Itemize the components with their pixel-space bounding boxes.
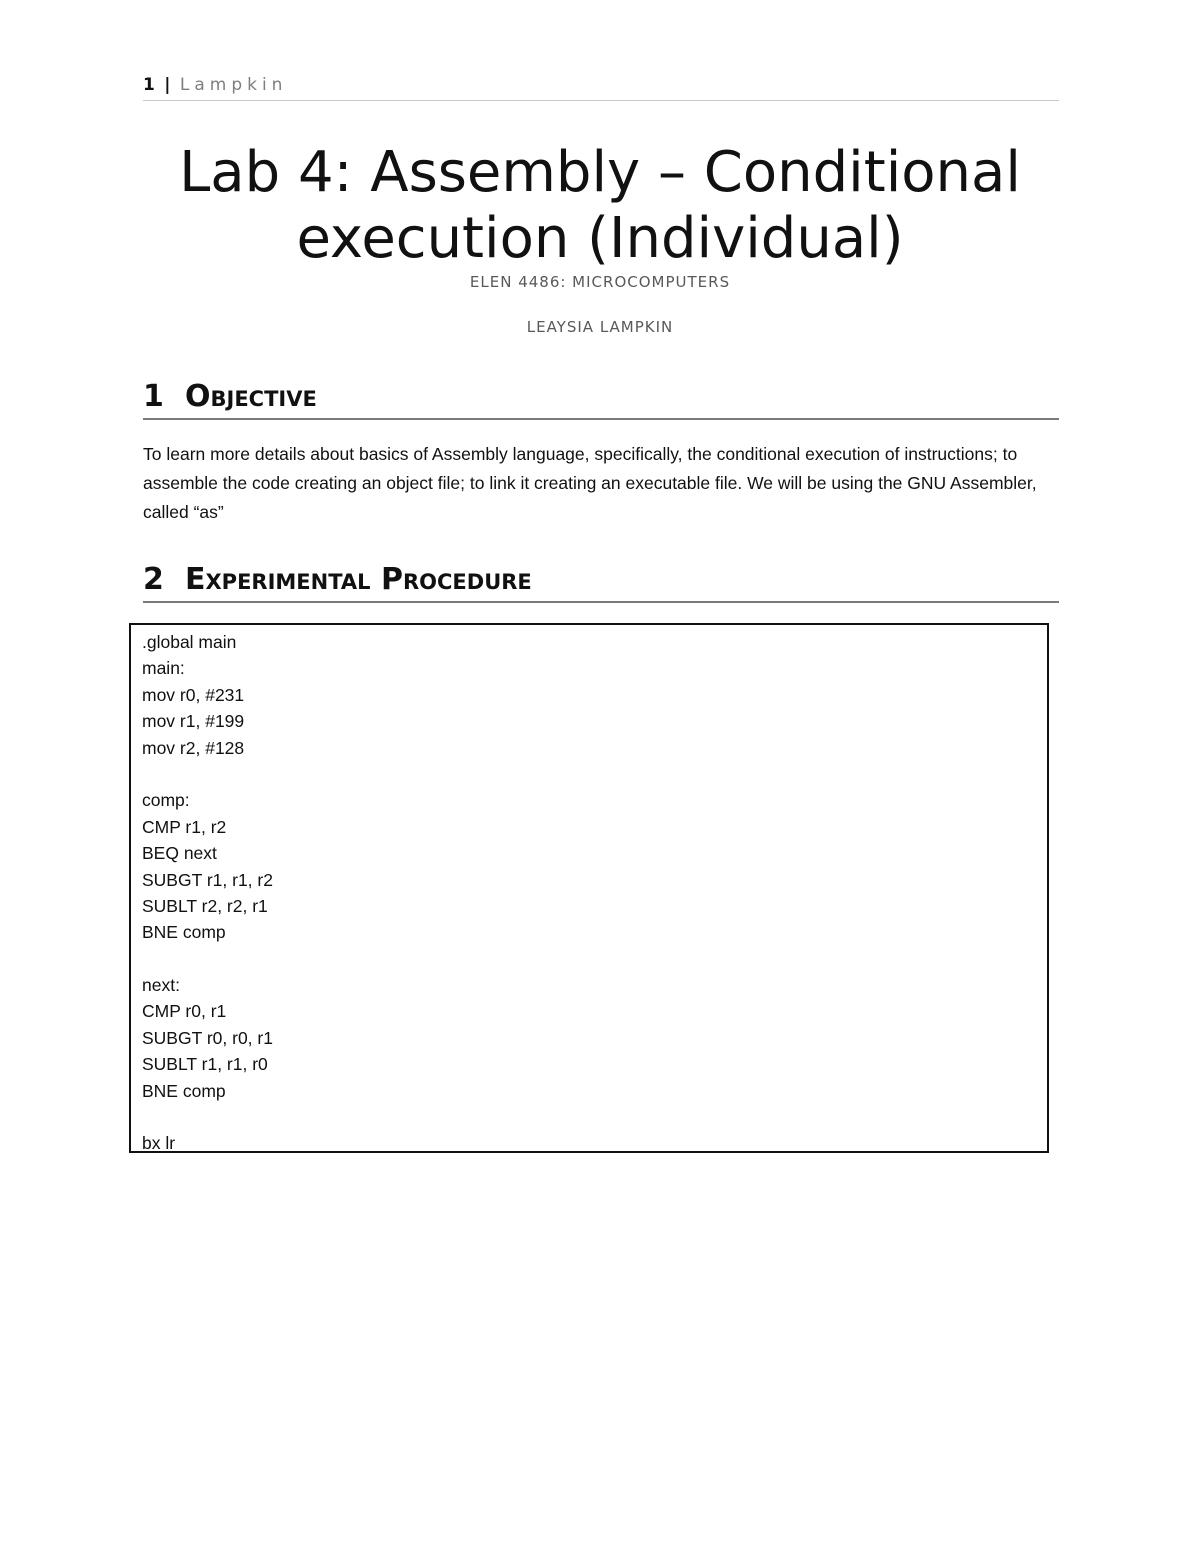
code-line: SUBGT r0, r0, r1 (142, 1027, 273, 1048)
header-separator: | (164, 75, 171, 95)
code-line: mov r1, #199 (142, 711, 245, 732)
header-author-name: Lampkin (179, 75, 288, 95)
code-line: SUBLT r2, r2, r1 (142, 895, 268, 916)
code-lines (131, 625, 1047, 1157)
code-line: mov r0, #231 (142, 684, 245, 705)
code-line (142, 946, 1047, 972)
author-name: LEAYSIA LAMPKIN (526, 318, 674, 336)
code-line: mov r2, #128 (142, 737, 245, 758)
procedure-heading (143, 561, 1059, 603)
document-title: Lab 4: Assembly – Conditional execution (Individual) (179, 140, 1021, 271)
code-line: SUBLT r1, r1, r0 (142, 1054, 268, 1075)
code-line (142, 1104, 1047, 1130)
section-number: 2 (143, 562, 164, 597)
code-line: BNE comp (142, 922, 226, 943)
code-line: .global main (142, 632, 237, 652)
code-line: CMP r0, r1 (142, 1001, 227, 1022)
code-listing (129, 623, 1049, 1153)
section-title: Experimental Procedure (185, 562, 532, 597)
code-line: BEQ next (142, 843, 217, 864)
page-number: 1 (143, 75, 155, 95)
page-header (143, 74, 1059, 101)
code-line (142, 761, 1047, 787)
section-title: Objective (185, 379, 317, 414)
code-line: SUBGT r1, r1, r2 (142, 869, 273, 890)
code-line: CMP r1, r2 (142, 816, 227, 837)
objective-heading (143, 378, 1059, 420)
objective-paragraph: To learn more details about basics of Assembly language, specifically, the conditional execution of instructions; to assemble the code creating an object file; to link it creating an executable file. We will be using the GNU Assembler, called “as” (143, 444, 1037, 522)
section-number: 1 (143, 379, 164, 414)
code-line: BNE comp (142, 1080, 226, 1101)
code-line: next: (142, 975, 180, 996)
code-line: main: (142, 658, 185, 679)
code-line: bx lr (142, 1133, 176, 1154)
course-name: ELEN 4486: MICROCOMPUTERS (469, 273, 731, 291)
code-line: comp: (142, 790, 190, 811)
